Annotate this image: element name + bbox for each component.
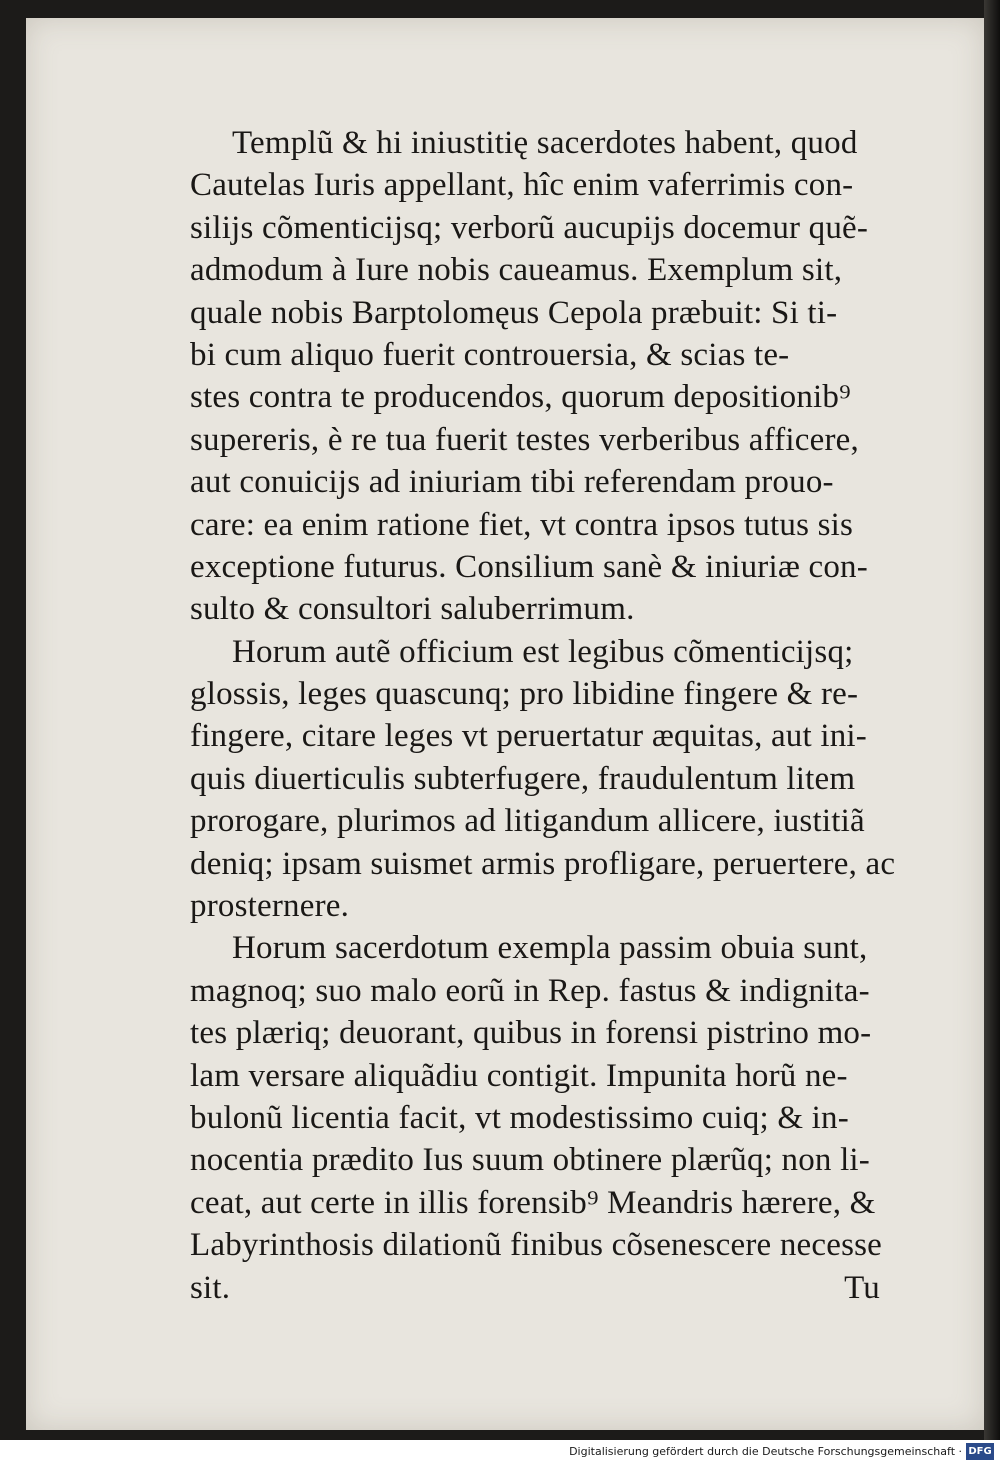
text-line: prosternere.	[190, 888, 350, 925]
text-line: Horum sacerdotum exempla passim obuia sunt,	[232, 930, 868, 967]
text-line: ceat, aut certe in illis forensib⁹ Meandris hærere, &	[190, 1184, 876, 1221]
funding-notice: Digitalisierung gefördert durch die Deutsche Forschungsgemeinschaft ·	[569, 1445, 962, 1458]
text-line: lam versare aliquãdiu contigit. Impunita horũ ne-	[190, 1057, 848, 1094]
text-line: quale nobis Barptolomęus Cepola præbuit: Si ti-	[190, 294, 838, 331]
paragraphs	[190, 122, 896, 1267]
text-line: magnoq; suo malo eorũ in Rep. fastus & indignita-	[190, 972, 870, 1009]
page-text-block	[190, 122, 896, 1309]
text-line: bi cum aliquo fuerit controuersia, & scias te-	[190, 336, 790, 373]
text-line: stes contra te producendos, quorum depositionib⁹	[190, 379, 851, 416]
text-line: Cautelas Iuris appellant, hîc enim vaferrimis con-	[190, 167, 854, 204]
text-line: silijs cõmenticijsq; verborũ aucupijs docemur quẽ-	[190, 209, 869, 246]
text-line: quis diuerticulis subterfugere, fraudulentum litem	[190, 760, 856, 797]
text-line: aut conuicijs ad iniuriam tibi referendam prouo-	[190, 464, 834, 501]
catchword: Tu	[844, 1269, 880, 1306]
dfg-logo: DFG	[966, 1443, 994, 1460]
text-line: Templũ & hi iniustitię sacerdotes habent, quod	[232, 125, 858, 161]
text-line: exceptione futurus. Consilium sanè & iniuriæ con-	[190, 548, 868, 585]
text-line: deniq; ipsam suismet armis profligare, peruertere, ac	[190, 845, 896, 882]
text-line: supereris, è re tua fuerit testes verberibus afficere,	[190, 421, 859, 458]
text-line: sulto & consultori saluberrimum.	[190, 591, 635, 628]
text-line: Horum autẽ officium est legibus cõmenticijsq;	[232, 633, 854, 670]
text-line: glossis, leges quascunq; pro libidine fingere & re-	[190, 676, 859, 713]
text-line: bulonũ licentia facit, vt modestissimo cuiq; & in-	[190, 1099, 849, 1136]
footer-bar	[0, 1440, 1000, 1466]
last-line-row	[190, 1267, 880, 1309]
text-line: fingere, citare leges vt peruertatur æquitas, aut ini-	[190, 718, 867, 755]
text-line: admodum à Iure nobis caueamus. Exemplum sit,	[190, 252, 843, 289]
text-line: Labyrinthosis dilationũ finibus cõsenescere necesse	[190, 1227, 883, 1264]
text-line: nocentia prædito Ius suum obtinere plærũq; non li-	[190, 1142, 870, 1179]
text-line: tes plæriq; deuorant, quibus in forensi pistrino mo-	[190, 1015, 872, 1052]
text-line: prorogare, plurimos ad litigandum allicere, iustitiã	[190, 803, 865, 840]
book-spine-edge	[984, 0, 1000, 1440]
text-line: care: ea enim ratione fiet, vt contra ipsos tutus sis	[190, 506, 854, 543]
last-line: sit.	[190, 1269, 231, 1306]
